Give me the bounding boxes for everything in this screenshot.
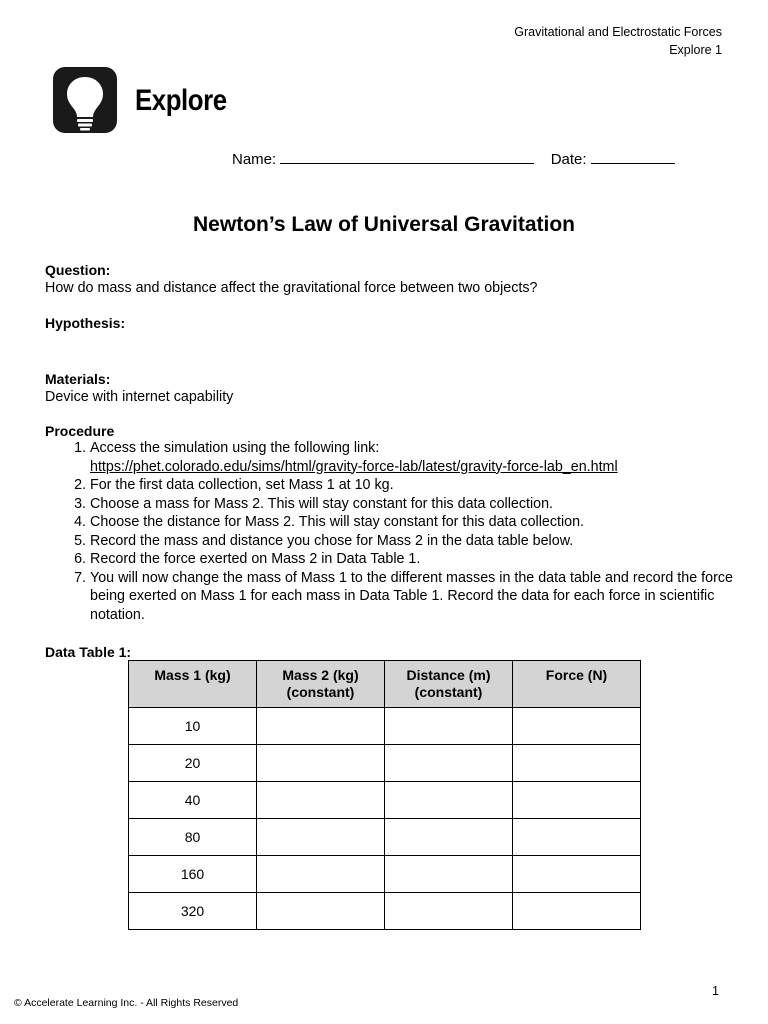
mass2-cell[interactable] [257, 708, 385, 745]
page-number: 1 [712, 984, 719, 998]
procedure-step: 6. Record the force exerted on Mass 2 in Data Table 1. [90, 550, 768, 569]
section-label: Explore 1 [669, 43, 722, 57]
header-mass1 [129, 661, 257, 708]
name-label: Name: [232, 151, 277, 168]
name-line[interactable] [280, 150, 534, 164]
table-header-row [129, 661, 641, 708]
distance-cell[interactable] [385, 745, 513, 782]
force-cell[interactable] [513, 893, 641, 930]
question-label: Question: [45, 262, 111, 278]
force-cell[interactable] [513, 708, 641, 745]
materials-label: Materials: [45, 371, 111, 387]
mass1-cell: 20 [129, 745, 257, 782]
procedure-step-text: Access the simulation using the following link: [90, 440, 380, 456]
date-line[interactable] [591, 150, 675, 164]
simulation-link[interactable]: https://phet.colorado.edu/sims/html/gravity-force-lab/latest/gravity-force-lab_en.html [90, 458, 618, 475]
table-row [129, 745, 641, 782]
header-mass1-text: Mass 1 (kg) [154, 667, 231, 683]
procedure-step: 5. Record the mass and distance you chose for Mass 2 in the data table below. [90, 532, 768, 551]
header-mass2 [257, 661, 385, 708]
table-row [129, 893, 641, 930]
header-distance-sub: (constant) [414, 684, 483, 700]
explore-heading: Explore [135, 84, 227, 117]
lightbulb-icon [53, 67, 117, 133]
mass1-cell: 40 [129, 782, 257, 819]
materials-text: Device with internet capability [45, 389, 234, 405]
procedure-step: 2. For the first data collection, set Mass 1 at 10 kg. [90, 476, 768, 495]
header-force-text: Force (N) [545, 667, 608, 683]
unit-title: Gravitational and Electrostatic Forces [514, 25, 722, 39]
name-date-row [232, 150, 675, 168]
procedure-step: 7. You will now change the mass of Mass 1 to the different masses in the data table and record the force being exerted on Mass 1 for each mass in Data Table 1. Record the data for each force in scientific notation. [90, 569, 768, 625]
procedure-step: 4. Choose the distance for Mass 2. This will stay constant for this data collection. [90, 513, 768, 532]
mass1-cell: 80 [129, 819, 257, 856]
force-cell[interactable] [513, 782, 641, 819]
question-text: How do mass and distance affect the gravitational force between two objects? [45, 280, 538, 296]
procedure-list [45, 439, 768, 624]
header-distance-text: Distance (m) [406, 667, 491, 683]
header-force [513, 661, 641, 708]
mass2-cell[interactable] [257, 782, 385, 819]
distance-cell[interactable] [385, 708, 513, 745]
mass1-cell: 160 [129, 856, 257, 893]
data-table [128, 660, 641, 930]
mass2-cell[interactable] [257, 856, 385, 893]
table-row [129, 782, 641, 819]
copyright: © Accelerate Learning Inc. - All Rights Reserved [14, 997, 239, 1009]
distance-cell[interactable] [385, 819, 513, 856]
data-table-label: Data Table 1: [45, 644, 132, 660]
procedure-step: 3. Choose a mass for Mass 2. This will stay constant for this data collection. [90, 495, 768, 514]
procedure-step [90, 439, 768, 476]
force-cell[interactable] [513, 745, 641, 782]
mass1-cell: 10 [129, 708, 257, 745]
force-cell[interactable] [513, 856, 641, 893]
page-title: Newton’s Law of Universal Gravitation [193, 213, 575, 236]
table-row [129, 819, 641, 856]
header-mass2-text: Mass 2 (kg) [282, 667, 359, 683]
force-cell[interactable] [513, 819, 641, 856]
procedure-label: Procedure [45, 423, 115, 439]
distance-cell[interactable] [385, 893, 513, 930]
mass1-cell: 320 [129, 893, 257, 930]
header-distance [385, 661, 513, 708]
table-row [129, 708, 641, 745]
mass2-cell[interactable] [257, 819, 385, 856]
date-label: Date: [550, 151, 587, 168]
mass2-cell[interactable] [257, 745, 385, 782]
table-row [129, 856, 641, 893]
distance-cell[interactable] [385, 856, 513, 893]
header-mass2-sub: (constant) [286, 684, 355, 700]
distance-cell[interactable] [385, 782, 513, 819]
mass2-cell[interactable] [257, 893, 385, 930]
explore-logo [53, 67, 117, 133]
hypothesis-label: Hypothesis: [45, 315, 126, 331]
